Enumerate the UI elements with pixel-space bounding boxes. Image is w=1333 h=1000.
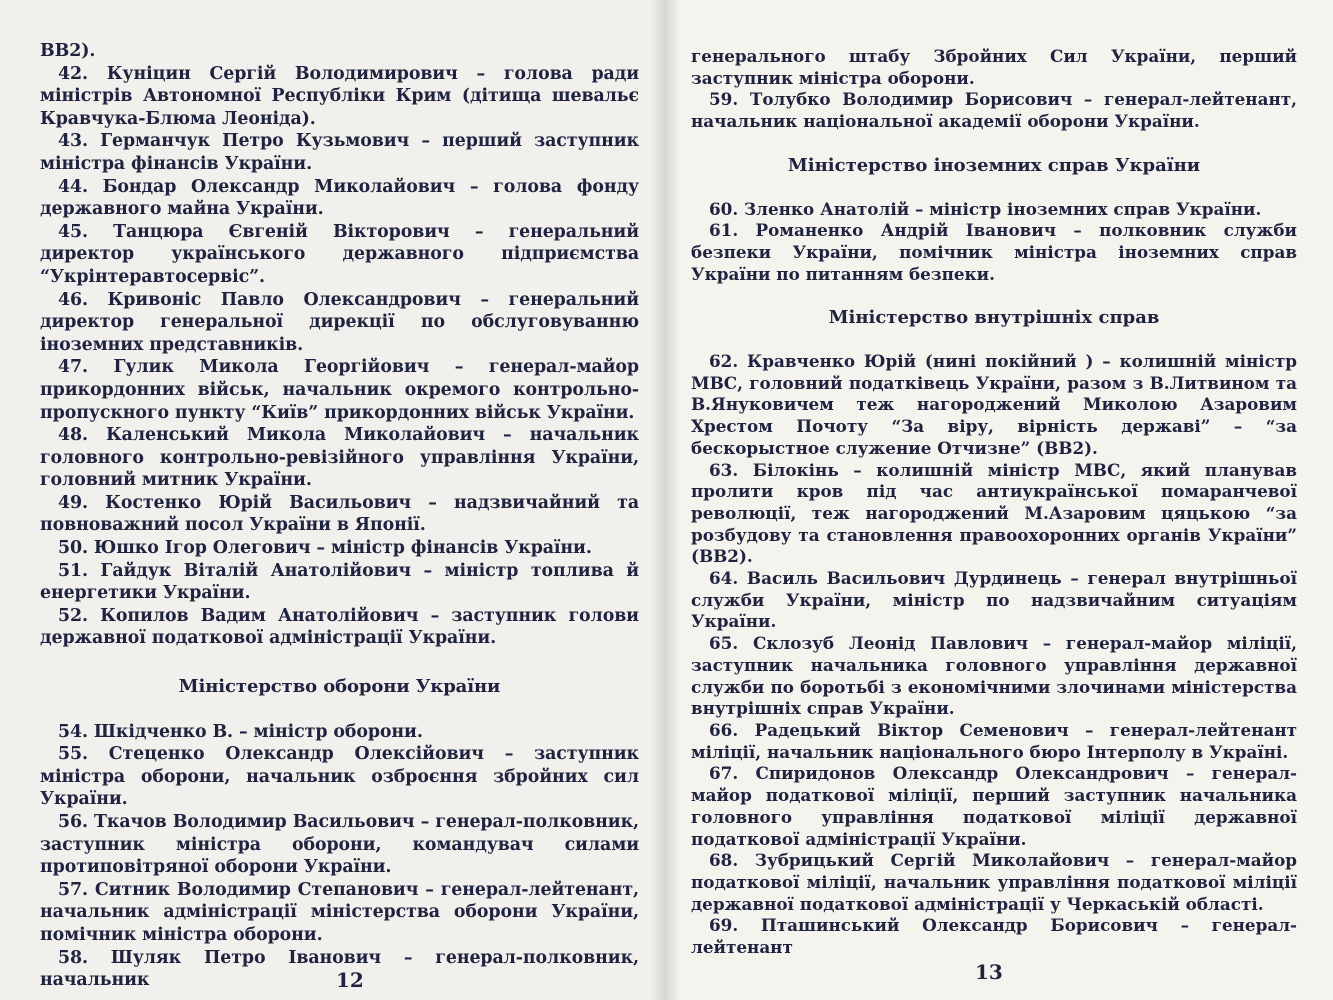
section-heading: Міністерство іноземних справ України — [787, 154, 1201, 176]
section-heading: Міністерство внутрішніх справ — [828, 307, 1160, 329]
list-entry: 69. Пташинський Олександр Борисович – генерал-лейтенант — [691, 915, 1297, 958]
continued-text: генерального штабу Збройних Сил України, перший заступник міністра оборони. — [691, 46, 1297, 88]
section-heading: Міністерство оборони України — [178, 676, 501, 698]
list-entry: 56. Ткачов Володимир Васильович – генерал-полковник, заступник міністра оборони, командувач силами протиповітряної оборони України. — [40, 812, 639, 878]
list-entry: 52. Копилов Вадим Анатолійович – заступник голови державної податкової адміністрації України. — [40, 605, 639, 649]
list-entry: 55. Стеценко Олександр Олексійович – заступник міністра оборони, начальник озброєння збройних сил України. — [40, 744, 639, 810]
left-page-text — [40, 40, 639, 992]
list-entry: 60. Зленко Анатолій – міністр іноземних справ України. — [709, 198, 1262, 219]
list-entry: 42. Куніцин Сергій Володимирович – голова ради міністрів Автономної Республіки Крим (дітища шевальє Кравчука-Блюма Леоніда). — [40, 63, 639, 129]
list-entry: 64. Василь Васильович Дурдинець – генерал внутрішньої служби України, міністр по надзвичайним ситуаціям України. — [691, 568, 1297, 632]
list-entry: 43. Германчук Петро Кузьмович – перший заступник міністра фінансів України. — [40, 131, 639, 174]
list-entry: 45. Танцюра Євгеній Вікторович – генеральний директор українського державного підприємства “Укрінтеравтосервіс”. — [40, 221, 639, 287]
list-entry: 46. Кривоніс Павло Олександрович – генеральний директор генеральної дирекції по обслуговуванню іноземних представників. — [40, 289, 639, 355]
list-entry: 68. Зубрицький Сергій Миколайович – генерал-майор податкової міліції, начальник управління податкової міліції державної податкової адміністрації у Черкаській області. — [691, 850, 1297, 914]
right-page — [665, 0, 1333, 1000]
list-entry: 48. Каленський Микола Миколайович – начальник головного контрольно-ревізійного управління України, головний митник України. — [40, 425, 639, 491]
list-entry: 47. Гулик Микола Георгійович – генерал-майор прикордонних військ, начальник окремого контрольно-пропускного пункту “Київ” прикордонних військ України. — [40, 357, 639, 423]
left-page — [0, 0, 665, 1000]
list-entry: 66. Радецький Віктор Семенович – генерал-лейтенант міліції, начальник національного бюро Інтерполу в Україні. — [691, 719, 1297, 762]
list-entry: 44. Бондар Олександр Миколайович – голова фонду державного майна України. — [40, 176, 639, 220]
list-entry: 51. Гайдук Віталій Анатолійович – міністр топлива й енергетики України. — [40, 560, 639, 604]
list-entry: 57. Ситник Володимир Степанович – генерал-лейтенант, начальник адміністрації міністерства оборони України, помічник міністра оборони. — [40, 879, 639, 945]
list-entry: 54. Шкідченко В. – міністр оборони. — [58, 721, 423, 742]
continued-text: ВВ2). — [40, 41, 96, 61]
page-number-right: 13 — [975, 960, 1003, 984]
list-entry: 63. Білокінь – колишній міністр МВС, який планував пролити кров під час антиукраїнської помаранчевої революції, теж нагороджений М.Азаровим цяцькою “за розбудову та становлення правоохоронних органів України” (ВВ2). — [691, 459, 1297, 567]
list-entry: 59. Толубко Володимир Борисович – генерал-лейтенант, начальник національної академії оборони України. — [691, 89, 1297, 132]
list-entry: 62. Кравченко Юрій (нині покійний ) – колишній міністр МВС, головний податківець України, разом з В.Литвином та В.Януковичем теж нагороджений Миколою Азаровим Хрестом Почоту “За віру, вірність державі” – “за бескорыстное служение Отчизне” (ВВ2). — [691, 351, 1297, 458]
page-number-left: 12 — [336, 968, 364, 992]
list-entry: 49. Костенко Юрій Васильович – надзвичайний та повноважний посол України в Японії. — [40, 492, 639, 536]
list-entry: 65. Склозуб Леонід Павлович – генерал-майор міліції, заступник начальника головного управління державної служби по боротьбі з економічними злочинами міністерства внутрішніх справ України. — [691, 633, 1297, 719]
list-entry: 67. Спиридонов Олександр Олександрович – генерал-майор податкової міліції, перший заступник начальника головного управління податкової міліції державної податкової адміністрації України. — [691, 763, 1297, 849]
list-entry: 50. Юшко Ігор Олегович – міністр фінансів України. — [58, 538, 592, 559]
right-page-text — [691, 46, 1297, 959]
book-gutter — [650, 0, 680, 1000]
list-entry: 58. Шуляк Петро Іванович – генерал-полковник, начальник — [40, 947, 639, 991]
list-entry: 61. Романенко Андрій Іванович – полковник служби безпеки України, помічник міністра іноземних справ України по питанням безпеки. — [691, 220, 1297, 284]
